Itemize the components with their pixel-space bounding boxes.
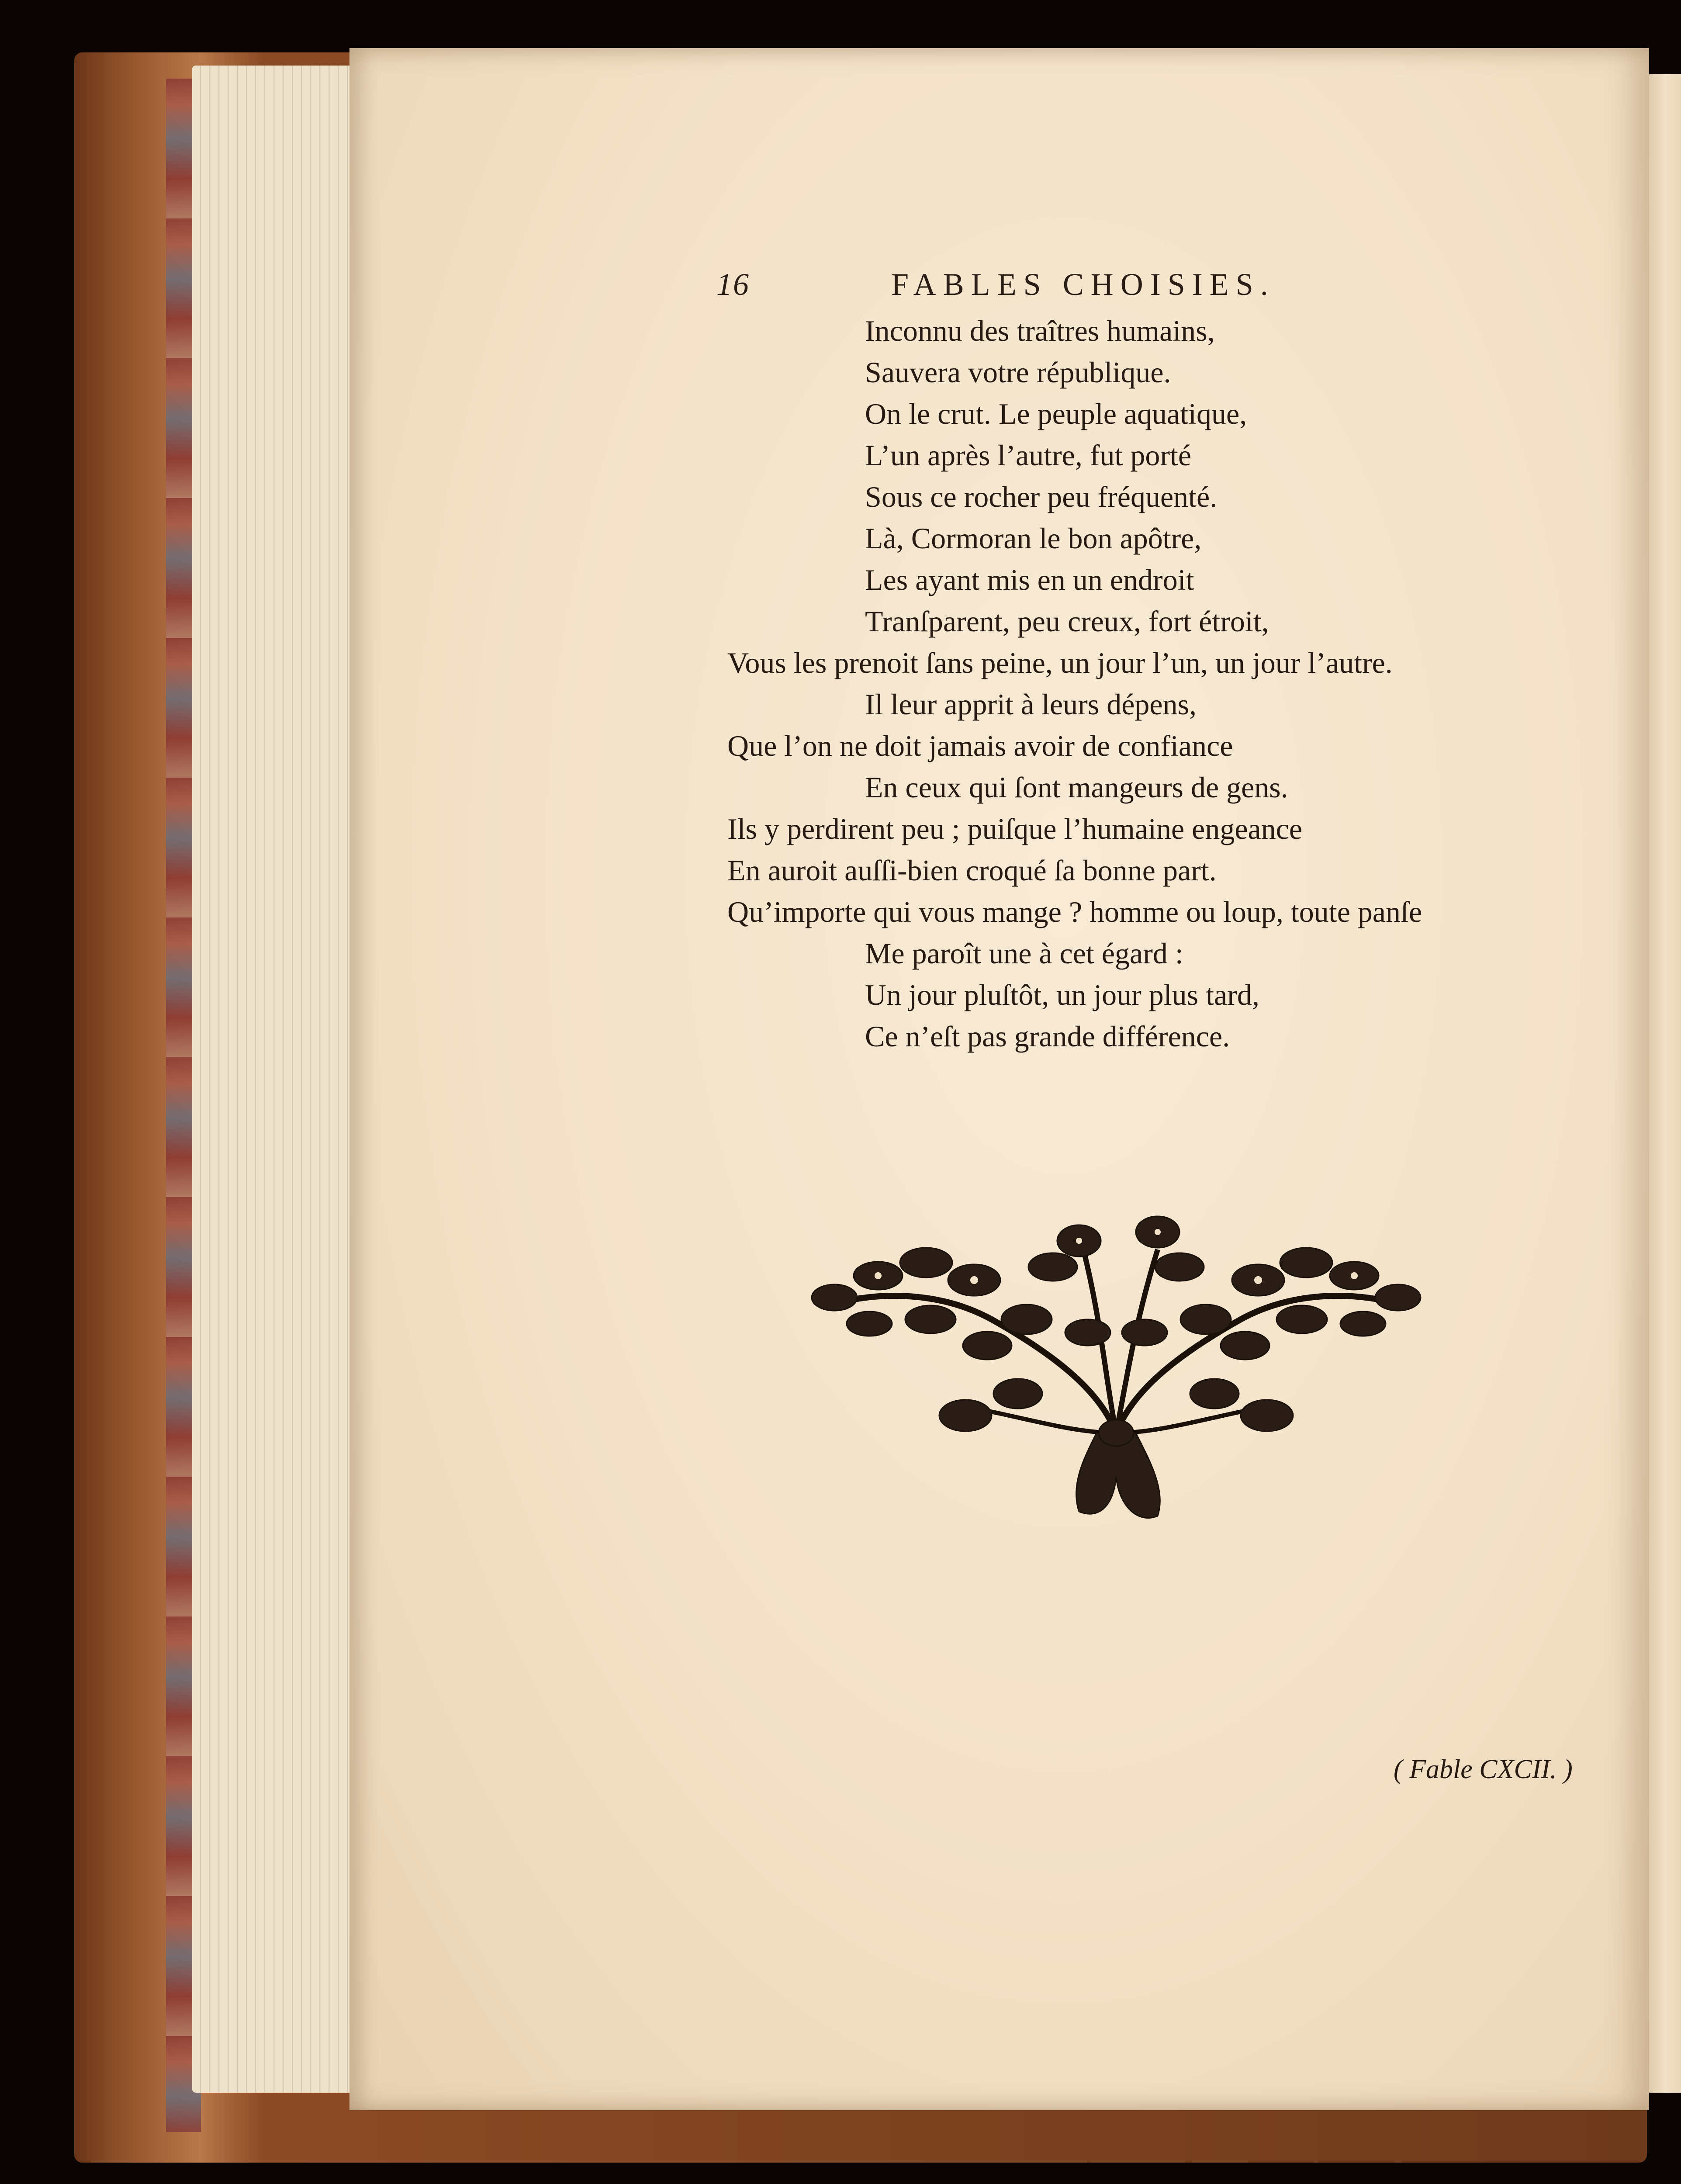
verse-line: Ils y perdirent peu ; puiſque l’humaine engeance [727,812,1303,845]
verse-line: Inconnu des traîtres humains, [865,314,1215,347]
verse-line: Que l’on ne doit jamais avoir de confiance [727,729,1233,762]
page-number: 16 [716,267,750,302]
verse-line: Là, Cormoran le bon apôtre, [865,522,1202,555]
verse-line: Vous les prenoit ſans peine, un jour l’un, un jour l’autre. [727,646,1393,679]
verse-line: Un jour pluſtôt, un jour plus tard, [865,978,1259,1011]
verse-line: En auroit auſſi-bien croqué ſa bonne part. [727,854,1217,887]
verse-line: Me paroît une à cet égard : [865,937,1183,970]
verse-line: Tranſparent, peu creux, fort étroit, [865,605,1269,638]
running-title: FABLES CHOISIES. [891,267,1275,302]
verse-line: Ce n’eſt pas grande différence. [865,1020,1230,1053]
verse-line: Les ayant mis en un endroit [865,563,1194,596]
verse-line: En ceux qui ſont mangeurs de gens. [865,771,1288,804]
verse-line: On le crut. Le peuple aquatique, [865,397,1247,430]
poem-verses [727,310,1557,1057]
verse-line: Qu’importe qui vous mange ? homme ou loup, toute panſe [727,895,1422,928]
catchword: ( Fable CXCII. ) [1394,1755,1573,1784]
running-head [716,267,1380,306]
verse-line: Sauvera votre république. [865,356,1171,389]
verse-line: L’un après l’autre, fut porté [865,439,1192,472]
verse-line: Il leur apprit à leurs dépens, [865,688,1197,721]
verse-line: Sous ce rocher peu fréquenté. [865,480,1218,513]
page-stack [192,66,367,2093]
oak-leaf-vignette-icon [799,1188,1433,1538]
